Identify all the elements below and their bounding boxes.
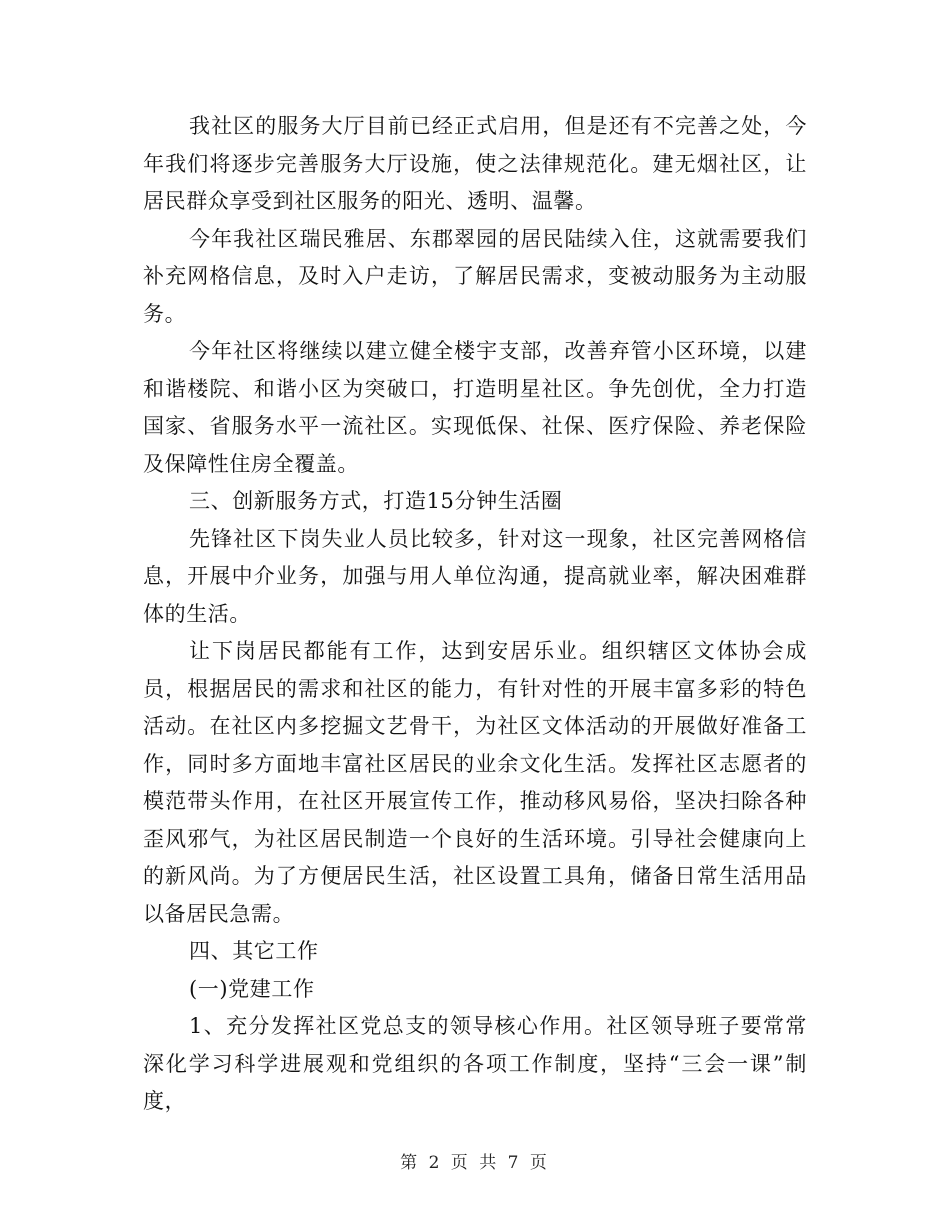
paragraph-service-hall: 我社区的服务大厅目前已经正式启用，但是还有不完善之处，今年我们将逐步完善服务大厅设施，使之法律规范化。建无烟社区，让居民群众享受到社区服务的阳光、透明、温馨。 — [143, 114, 807, 213]
document-body — [143, 108, 807, 1121]
paragraph-employment: 先锋社区下岗失业人员比较多，针对这一现象，社区完善网格信息，开展中介业务，加强与用人单位沟通，提高就业率，解决困难群体的生活。 — [143, 526, 807, 626]
paragraph-culture-activities: 让下岗居民都能有工作，达到安居乐业。组织辖区文体协会成员，根据居民的需求和社区的能力，有针对性的开展丰富多彩的特色活动。在社区内多挖掘文艺骨干，为社区文体活动的开展做好准备工作，同时多方面地丰富社区居民的业余文化生活。发挥社区志愿者的模范带头作用，在社区开展宣传工作，推动移风易俗，坚决扫除各种歪风邪气，为社区居民制造一个良好的生活环境。引导社会健康向上的新风尚。为了方便居民生活，社区设置工具角，储备日常生活用品以备居民急需。 — [143, 639, 807, 926]
page-number-footer: 第 2 页 共 7 页 — [400, 1153, 550, 1173]
section-heading-innovation: 三、创新服务方式，打造15分钟生活圈 — [189, 489, 563, 513]
subheading-party-building: (一)党建工作 — [189, 976, 315, 1001]
paragraph-star-community: 今年社区将继续以建立健全楼宇支部，改善弃管小区环境，以建和谐楼院、和谐小区为突破口，打造明星社区。争先创优，全力打造国家、省服务水平一流社区。实现低保、社保、医疗保险、养老保险及保障性住房全覆盖。 — [143, 339, 807, 476]
paragraph-party-leadership: 1、充分发挥社区党总支的领导核心作用。社区领导班子要常常深化学习科学进展观和党组织的各项工作制度，坚持“三会一课”制度， — [143, 1014, 807, 1113]
paragraph-new-residents: 今年我社区瑞民雅居、东郡翠园的居民陆续入住，这就需要我们补充网格信息，及时入户走访，了解居民需求，变被动服务为主动服务。 — [143, 226, 807, 326]
section-heading-other-work: 四、其它工作 — [189, 939, 319, 963]
